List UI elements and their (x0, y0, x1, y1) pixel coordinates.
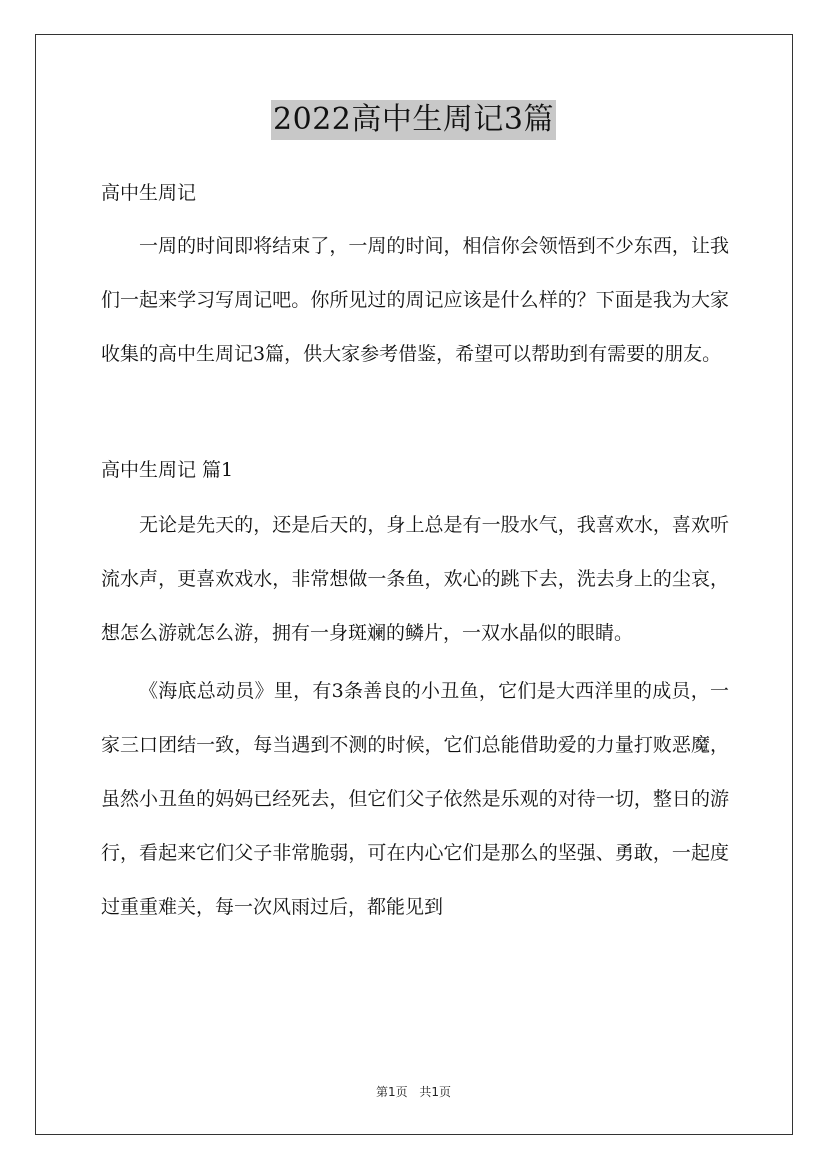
intro-heading: 高中生周记 (101, 182, 197, 204)
title-container (0, 100, 827, 140)
piece1-heading: 高中生周记 篇1 (101, 459, 234, 481)
document-body (101, 172, 729, 934)
document-title: 2022高中生周记3篇 (271, 100, 556, 140)
page-total: 共1页 (419, 1085, 452, 1099)
intro-paragraph: 一周的时间即将结束了，一周的时间，相信你会领悟到不少东西，让我们一起来学习写周记吧。你所见过的周记应该是什么样的？下面是我为大家收集的高中生周记3篇，供大家参考借鉴，希望可以帮助到有需要的朋友。 (101, 235, 729, 365)
piece1-paragraph-1: 无论是先天的，还是后天的，身上总是有一股水气，我喜欢水，喜欢听流水声，更喜欢戏水，非常想做一条鱼，欢心的跳下去，洗去身上的尘哀，想怎么游就怎么游，拥有一身斑斓的鳞片，一双水晶似的眼睛。 (101, 514, 729, 644)
page-number: 第1页 (375, 1085, 408, 1099)
page-footer (0, 1083, 827, 1100)
piece1-paragraph-2: 《海底总动员》里，有3条善良的小丑鱼，它们是大西洋里的成员，一家三口团结一致，每当遇到不测的时候，它们总能借助爱的力量打败恶魔，虽然小丑鱼的妈妈已经死去，但它们父子依然是乐观的对待一切，整日的游行，看起来它们父子非常脆弱，可在内心它们是那么的坚强、勇敢，一起度过重重难关，每一次风雨过后，都能见到 (101, 680, 729, 918)
